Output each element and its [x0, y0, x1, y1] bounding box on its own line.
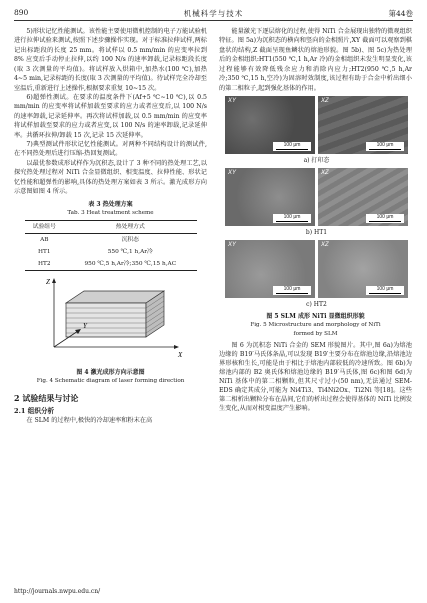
scale-bar: 100 μm	[366, 214, 404, 223]
subfigure-caption-b: b) HT1	[305, 229, 328, 237]
paragraph-microstructure-start: 在 SLM 的过程中,极快的冷却速率和粉末在高	[26, 416, 153, 424]
forming-block-diagram	[26, 275, 196, 365]
axis-label-y: Y	[82, 322, 87, 331]
micrograph-ht1-xz	[318, 168, 408, 226]
subsection-heading: 2.1 组织分析	[14, 406, 55, 415]
subfigure-caption-a: a) 打印态	[303, 156, 330, 164]
scale-bar: 100 μm	[366, 286, 404, 295]
journal-title: 机械科学与技术	[183, 9, 244, 18]
volume-label: 第44卷	[388, 9, 413, 18]
axis-label-x: X	[177, 351, 182, 360]
table-cell: AB	[40, 236, 49, 243]
table3-caption-en: Tab. 3 Heat treatment scheme	[67, 209, 154, 216]
fig5-caption-en-line2: formed by SLM	[293, 330, 338, 337]
table-cell: HT2	[25, 258, 65, 270]
subfigure-caption-c: c) HT2	[306, 301, 327, 309]
fig5-caption-en-line1: Fig. 5 Microstructure and morphology of NiTi	[250, 322, 381, 329]
fig4-caption-cn: 图 4 激光成形方向示意图	[76, 369, 145, 377]
table-header: 试验组号	[25, 221, 65, 234]
scale-bar: 100 μm	[273, 142, 311, 151]
laser-forming-direction-figure	[26, 275, 196, 365]
paragraph-shape-memory-test: 5)形状记忆性能测试。该性能主要使用微机控制的电子万能试验机进行拉伸试验来测试,按照下述步骤操作实现。对于标准拉伸试样,两标记出标距段的长度 25 mm。将试样以 0.5 mm/min 的应变率拉到 8% 应变后手动停止拉伸,以约 100 N/s 的速率卸载,记录标距段长度(取 3 次测量的平均值)。将试样放入烘箱中,加热水(100 ℃),加热 4~5 min,记录标距的长度(取 3 次测量的平均值)。待试样完全冷却至室温后,重新进行上述操作,根据要求重复 10~15 次。	[14, 28, 207, 92]
paragraph-sem-description: 图 6 为沉积态 NiTi 合金的 SEM 形貌图片。其中,图 6a)为熔池边缘的 B19′马氏体条晶,可以发现 B19′主要分布在熔池边缘,沿熔池边界形核和生长,可能是由于相比于熔池内部较低的冷速所致。图 6b)为熔池内部的 B2 奥氏体和熔池边缘的 B19′马氏体,图 6c)和图 6d)为 NiTi 基体中的第二相颗粒,但其尺寸过小(50 nm),无法通过 SEM-EDS 确定其成分,可能为 Ni4Ti3、Ti4Ni2Ox、Ti2Ni 等[18]。这些第二相析出颗粒分布在晶间,它们的析出过程会使得基体的 NiTi 比例发生变化,从而对相变温度产生影响。	[219, 342, 412, 413]
view-label: XZ	[321, 170, 329, 177]
table-cell: 950 ℃,5 h,Ar冷;350 ℃,15 h,AC	[64, 258, 196, 270]
table-row	[25, 258, 197, 270]
right-column	[219, 27, 412, 414]
page-number: 890	[14, 8, 29, 17]
table3-caption-cn: 表 3 热处理方案	[88, 200, 133, 208]
view-label: XY	[228, 242, 237, 249]
fig5-caption-cn: 图 5 SLM 成形 NiTi 显微组织形貌	[266, 313, 365, 321]
micrograph-ht1-xy	[225, 168, 315, 226]
table-cell: HT1	[37, 248, 51, 255]
paragraph-superelastic-test: 6)超弹性测试。在要求的温度条件下(Af+5 ℃~10 ℃),以 0.5 mm/min 的应变率将试样加载至要求的应力或者应变后,以 100 N/s 的速率卸载,记录延伸率。再次将试样加载,以 0.5 mm/min 的应变率将试样加载至要求的应力或者应变,以 100 N/s 的速率卸载,记录延伸率。共循环拉伸/卸载 15 次,记录 15 次延伸率。	[14, 93, 207, 139]
table-row	[25, 234, 197, 246]
heat-treatment-table	[25, 220, 197, 271]
section-heading: 2 试验结果与讨论	[14, 392, 79, 403]
running-header	[14, 8, 413, 21]
journal-url[interactable]: http://journals.nwpu.edu.cn/	[14, 588, 101, 595]
table-cell: 沉积态	[121, 236, 139, 243]
micrograph-ht2-xz	[318, 240, 408, 298]
microstructure-figure	[221, 96, 412, 309]
scale-bar: 100 μm	[273, 286, 311, 295]
micrograph-ab-xz	[318, 96, 408, 154]
view-label: XZ	[321, 97, 329, 104]
view-label: XY	[228, 170, 237, 177]
paragraph-typical-part-test: 7)典型测试件形状记忆性能测试。对两种不同结构设计的测试件,在不同热处理后进行压缩-热回复测试。	[14, 141, 207, 158]
paragraph-heat-treatment-intro: 以最优参数成形试样作为沉积态,设计了 3 种不同的热处理工艺,以探究热处理过程对 NiTi 合金显微组织、相变温度、拉伸性能、形状记忆性能和超弹性的影响,具体的热处理方案如表 3 所示。激光成形方向示意图如图 4 所示。	[14, 159, 207, 196]
paragraph-microstructure-description: 能量激光下逐层熔化的过程,使得 NiTi 合金展现出独特的微观组织特征。图 5a)为沉积态的横向和竖向的金相照片,XY 截面可以观察到棋盘状的结构,Z 截面呈现鱼鳞状的熔池形貌。图 5b)、图 5c)为热处理后的金相组织:HT1(550 ℃,1 h,Ar 冷)的金相组织未发生明显变化,该过程能够有效降低残余应力和消除内应力;HT2(950 ℃,5 h,Ar 冷;350 ℃,15 h,空冷)为固溶时效制度,该过程有助于合金中析出细小的第二相粒子,起到强化基体的作用。	[219, 28, 412, 92]
scale-bar: 100 μm	[273, 214, 311, 223]
micrograph-ht2-xy	[225, 240, 315, 298]
micrograph-ab-xy	[225, 96, 315, 154]
axis-label-z: Z	[45, 278, 50, 287]
view-label: XZ	[321, 242, 329, 249]
left-column	[14, 27, 207, 425]
table-row	[25, 246, 197, 258]
table-header: 热处理方式	[64, 221, 196, 234]
scale-bar: 100 μm	[366, 142, 404, 151]
view-label: XY	[228, 97, 237, 104]
table-cell: 550 ℃,1 h,Ar冷	[107, 248, 153, 255]
fig4-caption-en: Fig. 4 Schematic diagram of laser forming direction	[36, 378, 185, 385]
